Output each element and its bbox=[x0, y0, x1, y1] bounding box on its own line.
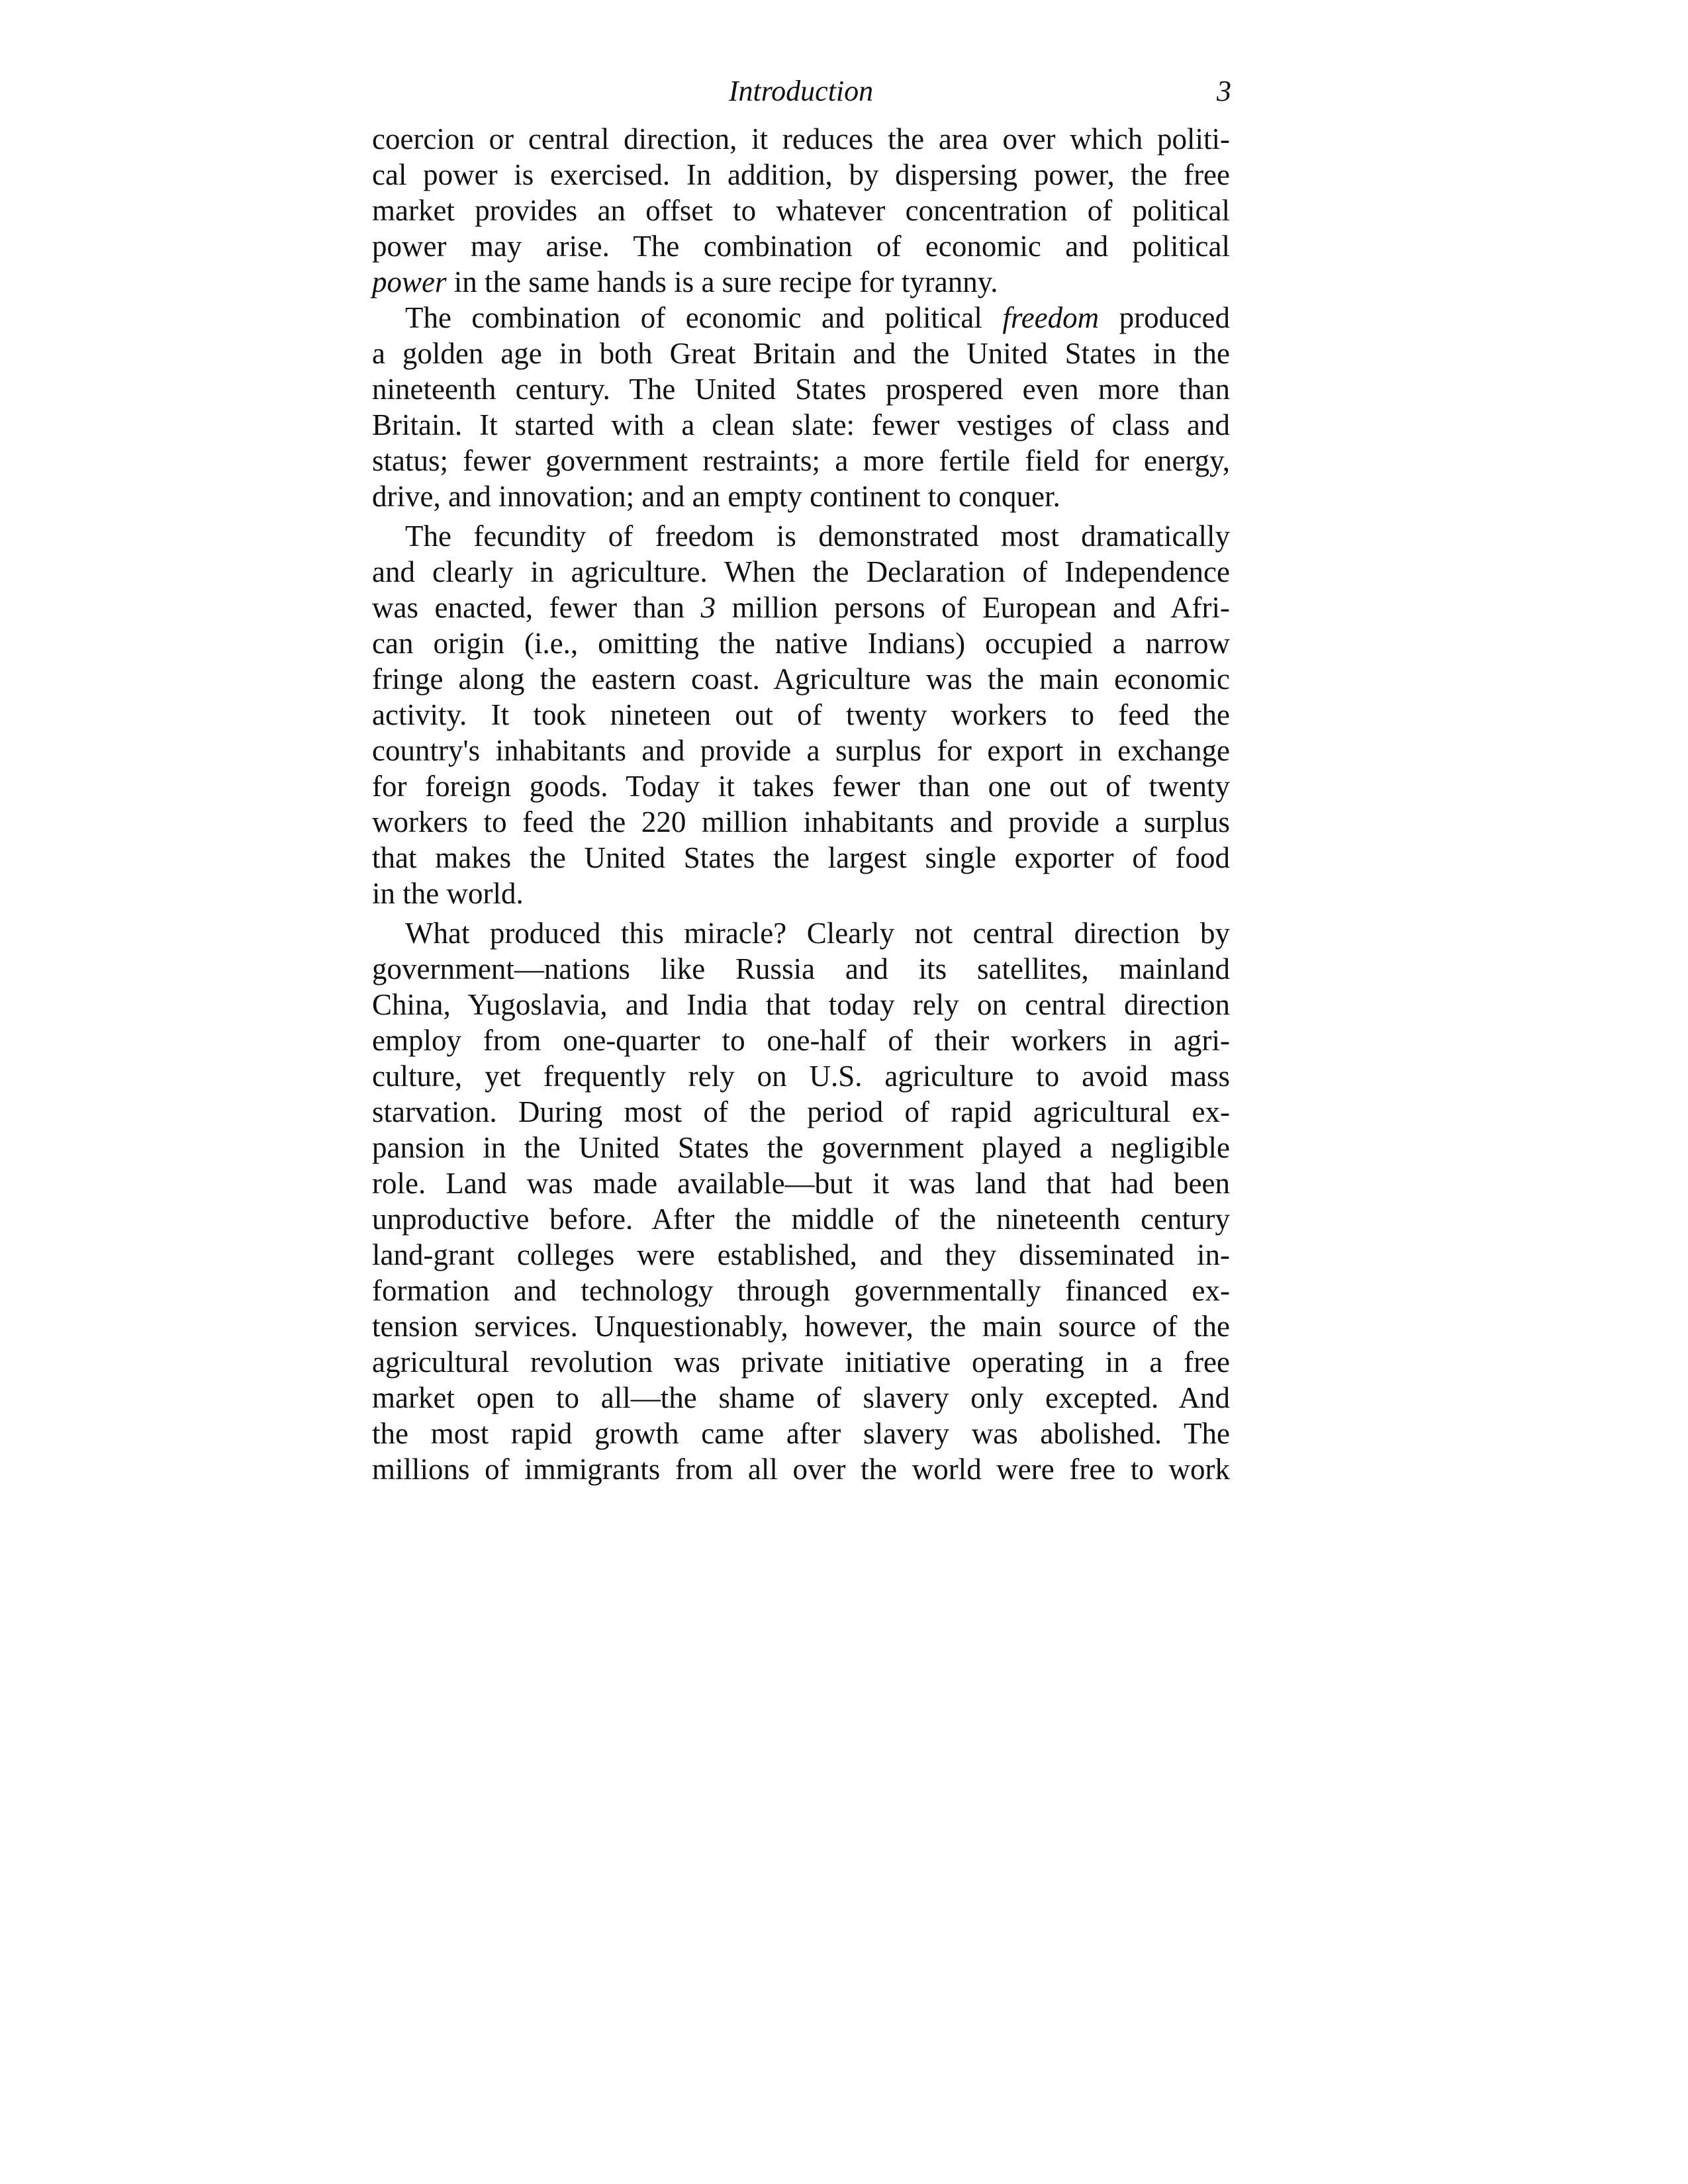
text-line: can origin (i.e., omitting the native Indians) occupied a narrow bbox=[372, 627, 1230, 660]
text-line: and clearly in agriculture. When the Declaration of Independence bbox=[372, 555, 1230, 588]
text-line: drive, and innovation; and an empty continent to conquer. bbox=[372, 480, 1060, 513]
italic-emphasis: power bbox=[372, 265, 447, 298]
text-line: that makes the United States the largest single exporter of food bbox=[372, 841, 1230, 874]
text-line: formation and technology through governmentally financed ex- bbox=[372, 1274, 1230, 1307]
paragraph-3 bbox=[372, 518, 1230, 911]
paragraph-2 bbox=[372, 300, 1230, 514]
text-line: power may arise. The combination of economic and political bbox=[372, 230, 1230, 263]
text-line: a golden age in both Great Britain and the United States in the bbox=[372, 337, 1230, 370]
italic-emphasis: 3 bbox=[700, 591, 716, 624]
text-line: land-grant colleges were established, and they disseminated in- bbox=[372, 1238, 1230, 1271]
text-line: employ from one-quarter to one-half of their workers in agri- bbox=[372, 1024, 1230, 1057]
italic-emphasis: freedom bbox=[1002, 301, 1100, 334]
text-line: market provides an offset to whatever concentration of political bbox=[372, 194, 1230, 227]
text-line: pansion in the United States the government played a negligible bbox=[372, 1131, 1230, 1164]
text-line: market open to all—the shame of slavery only excepted. And bbox=[372, 1381, 1230, 1414]
text-line: starvation. During most of the period of rapid agricultural ex- bbox=[372, 1095, 1230, 1128]
text-line: the most rapid growth came after slavery was abolished. The bbox=[372, 1417, 1230, 1450]
text-line: nineteenth century. The United States prospered even more than bbox=[372, 373, 1230, 406]
text-line: status; fewer government restraints; a more fertile field for energy, bbox=[372, 444, 1230, 477]
text-line: in the world. bbox=[372, 877, 524, 910]
text-line: agricultural revolution was private initiative operating in a free bbox=[372, 1345, 1230, 1379]
paragraph-1 bbox=[372, 121, 1230, 300]
text-line: The combination of economic and political freedom produced bbox=[405, 301, 1231, 334]
text-line: Britain. It started with a clean slate: fewer vestiges of class and bbox=[372, 408, 1230, 441]
text-line: The fecundity of freedom is demonstrated most dramatically bbox=[405, 520, 1230, 553]
text-line: China, Yugoslavia, and India that today rely on central direction bbox=[372, 988, 1230, 1021]
text-line: millions of immigrants from all over the world were free to work bbox=[372, 1453, 1230, 1486]
text-line: government—nations like Russia and its satellites, mainland bbox=[372, 952, 1230, 985]
body-text bbox=[372, 121, 1230, 1487]
text-line: country's inhabitants and provide a surplus for export in exchange bbox=[372, 734, 1230, 767]
text-line: workers to feed the 220 million inhabitants and provide a surplus bbox=[372, 805, 1230, 839]
text-line: activity. It took nineteen out of twenty workers to feed the bbox=[372, 698, 1230, 731]
text-line: culture, yet frequently rely on U.S. agriculture to avoid mass bbox=[372, 1060, 1230, 1093]
paragraph-4 bbox=[372, 915, 1230, 1487]
text-line: role. Land was made available—but it was land that had been bbox=[372, 1167, 1230, 1200]
text-line: tension services. Unquestionably, however, the main source of the bbox=[372, 1310, 1230, 1343]
text-line: unproductive before. After the middle of the nineteenth century bbox=[372, 1203, 1230, 1236]
text-line: was enacted, fewer than 3 million persons of European and Afri- bbox=[372, 591, 1230, 624]
text-line: coercion or central direction, it reduces the area over which politi- bbox=[372, 122, 1230, 156]
running-head bbox=[371, 71, 1231, 111]
text-line: cal power is exercised. In addition, by dispersing power, the free bbox=[372, 158, 1230, 191]
text-line: for foreign goods. Today it takes fewer than one out of twenty bbox=[372, 770, 1230, 803]
text-line: fringe along the eastern coast. Agriculture was the main economic bbox=[372, 662, 1230, 696]
chapter-title: Introduction bbox=[728, 75, 874, 107]
page-number: 3 bbox=[1217, 75, 1231, 107]
text-line: power in the same hands is a sure recipe for tyranny. bbox=[372, 265, 998, 298]
text-line: What produced this miracle? Clearly not central direction by bbox=[405, 917, 1230, 950]
